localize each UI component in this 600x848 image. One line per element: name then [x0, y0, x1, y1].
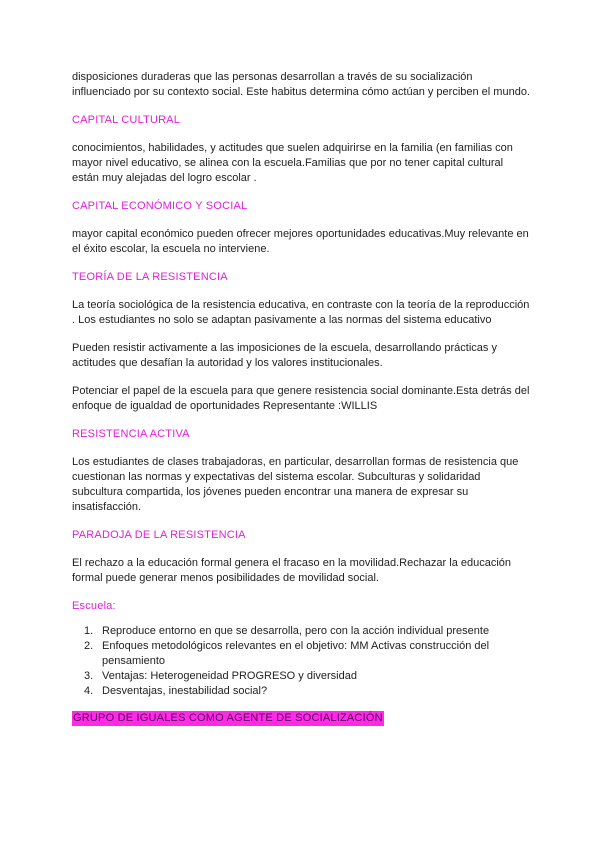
intro-paragraph: disposiciones duraderas que las personas desarrollan a través de su socialización influenciado por su contexto social. Este habitus determina cómo actúan y perciben el mundo. — [72, 71, 530, 98]
escuela-list — [72, 624, 532, 699]
list-item-number: 3. — [84, 670, 94, 682]
heading-capital-economico: CAPITAL ECONÓMICO Y SOCIAL — [72, 200, 248, 212]
heading-resistencia-activa: RESISTENCIA ACTIVA — [72, 428, 190, 440]
heading-grupo-iguales: GRUPO DE IGUALES COMO AGENTE DE SOCIALIZACIÓN — [73, 712, 383, 724]
list-item-text: Ventajas: Heterogeneidad PROGRESO y diversidad — [102, 670, 357, 682]
paragraph-resistencia-activa: Los estudiantes de clases trabajadoras, en particular, desarrollan formas de resistencia que cuestionan las normas y expectativas del sistema escolar. Subculturas y solidaridad subcultura compartida, los jóvenes pueden encontrar una manera de expresar su insatisfacción. — [72, 456, 519, 513]
list-item-text: Desventajas, inestabilidad social? — [102, 685, 268, 697]
document-page — [72, 70, 532, 739]
heading-grupo-iguales-wrap — [72, 711, 532, 739]
paragraph-teoria-resistencia-3: Potenciar el papel de la escuela para que genere resistencia social dominante.Esta detrás del enfoque de igualdad de oportunidades Representante :WILLIS — [72, 385, 530, 412]
list-item-number: 4. — [84, 685, 94, 697]
list-item — [84, 684, 532, 699]
heading-teoria-resistencia: TEORÍA DE LA RESISTENCIA — [72, 271, 228, 283]
list-item — [84, 669, 532, 684]
heading-escuela — [72, 599, 532, 614]
paragraph-teoria-resistencia-2: Pueden resistir activamente a las imposiciones de la escuela, desarrollando prácticas y actitudes que desafían la autoridad y los valores institucionales. — [72, 342, 497, 369]
list-item-number: 2. — [84, 640, 94, 652]
list-item-text: Reproduce entorno en que se desarrolla, pero con la acción individual presente — [102, 625, 490, 637]
list-item — [84, 639, 532, 669]
paragraph-teoria-resistencia-1: La teoría sociológica de la resistencia educativa, en contraste con la teoría de la reproducción . Los estudiantes no solo se adaptan pasivamente a las normas del sistema educativo — [72, 299, 530, 326]
list-item — [84, 624, 532, 639]
paragraph-capital-cultural: conocimientos, habilidades, y actitudes que suelen adquirirse en la familia (en familias con mayor nivel educativo, se alinea con la escuela.Familias que por no tener capital cultural están muy alejadas del logro escolar . — [72, 142, 513, 184]
paragraph-paradoja-resistencia: El rechazo a la educación formal genera el fracaso en la movilidad.Rechazar la educación formal puede generar menos posibilidades de movilidad social. — [72, 557, 512, 584]
list-item-number: 1. — [84, 625, 94, 637]
heading-escuela-colon: : — [112, 600, 116, 612]
heading-paradoja-resistencia: PARADOJA DE LA RESISTENCIA — [72, 529, 246, 541]
heading-capital-cultural: CAPITAL CULTURAL — [72, 114, 181, 126]
paragraph-capital-economico: mayor capital económico pueden ofrecer mejores oportunidades educativas.Muy relevante en el éxito escolar, la escuela no interviene. — [72, 228, 529, 255]
list-item-text: Enfoques metodológicos relevantes en el objetivo: MM Activas construcción del pensamiento — [102, 640, 490, 667]
heading-escuela-label: Escuela — [72, 600, 113, 612]
